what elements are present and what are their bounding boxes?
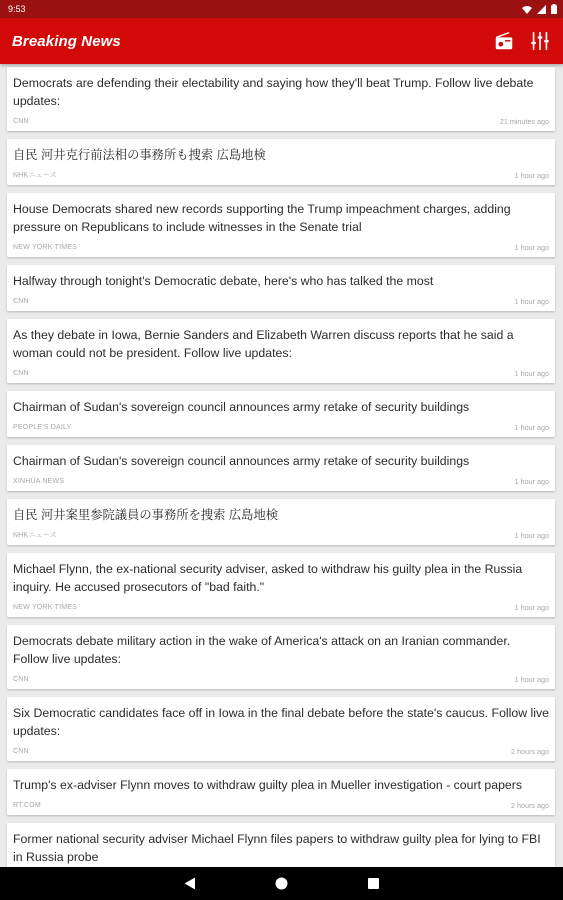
news-card[interactable] <box>7 319 555 383</box>
news-timestamp: 21 minutes ago <box>499 116 549 126</box>
news-card[interactable] <box>7 553 555 617</box>
news-feed[interactable] <box>0 64 563 867</box>
news-source: CNN <box>13 297 29 305</box>
news-headline: Six Democratic candidates face off in Iowa in the final debate before the state's caucus. Follow live updates: <box>13 706 549 738</box>
news-source: NHKニュース <box>13 532 57 539</box>
app-title: Breaking News <box>12 32 121 50</box>
news-headline: Trump's ex-adviser Flynn moves to withdraw guilty plea in Mueller investigation - court papers <box>13 778 523 792</box>
news-meta <box>13 242 549 252</box>
news-meta <box>13 674 549 684</box>
news-source: NEW YORK TIMES <box>13 243 77 251</box>
news-headline: Chairman of Sudan's sovereign council announces army retake of security buildings <box>13 400 470 414</box>
news-card[interactable] <box>7 139 555 185</box>
app-bar-actions <box>493 30 551 52</box>
news-timestamp: 2 hours ago <box>511 800 549 810</box>
news-meta <box>13 602 549 612</box>
news-timestamp: 1 hour ago <box>514 674 549 684</box>
nav-home-button[interactable] <box>273 875 291 893</box>
news-timestamp: 1 hour ago <box>514 530 549 540</box>
news-card[interactable] <box>7 625 555 689</box>
app-bar <box>0 18 563 64</box>
radio-icon[interactable] <box>493 30 515 52</box>
news-source: CNN <box>13 675 29 683</box>
news-card[interactable] <box>7 697 555 761</box>
news-source: RT.COM <box>13 801 41 809</box>
news-timestamp: 1 hour ago <box>514 422 549 432</box>
news-timestamp: 1 hour ago <box>514 602 549 612</box>
news-source: CNN <box>13 747 29 755</box>
news-card[interactable] <box>7 391 555 437</box>
news-meta <box>13 170 549 180</box>
news-headline: House Democrats shared new records supporting the Trump impeachment charges, adding pressure on Republicans to include witnesses in the Senate trial <box>13 202 511 234</box>
news-meta <box>13 368 549 378</box>
news-card[interactable] <box>7 193 555 257</box>
news-meta <box>13 800 549 810</box>
news-source: NHKニュース <box>13 172 57 179</box>
news-card[interactable] <box>7 499 555 545</box>
news-source: PEOPLE'S DAILY <box>13 423 72 431</box>
news-source: CNN <box>13 117 29 125</box>
status-time: 9:53 <box>8 4 26 14</box>
equalizer-icon[interactable] <box>529 30 551 52</box>
status-icons <box>522 4 557 14</box>
back-icon <box>184 877 196 890</box>
recents-icon <box>368 878 379 889</box>
navigation-bar <box>0 867 563 900</box>
status-bar <box>0 0 563 18</box>
news-headline: 自民 河井案里参院議員の事務所を捜索 広島地検 <box>13 508 279 522</box>
news-source: NEW YORK TIMES <box>13 603 77 611</box>
signal-icon <box>537 5 546 14</box>
news-card[interactable] <box>7 445 555 491</box>
home-icon <box>275 877 288 890</box>
news-card[interactable] <box>7 823 555 867</box>
news-headline: 自民 河井克行前法相の事務所も捜索 広島地検 <box>13 148 266 162</box>
news-card[interactable] <box>7 265 555 311</box>
nav-recents-button[interactable] <box>365 875 383 893</box>
news-timestamp: 1 hour ago <box>514 170 549 180</box>
news-headline: Democrats debate military action in the wake of America's attack on an Iranian commander. Follow live updates: <box>13 634 511 666</box>
news-card[interactable] <box>7 67 555 131</box>
news-source: CNN <box>13 369 29 377</box>
news-timestamp: 1 hour ago <box>514 242 549 252</box>
news-meta <box>13 476 549 486</box>
news-headline: Halfway through tonight's Democratic debate, here's who has talked the most <box>13 274 434 288</box>
news-headline: Former national security adviser Michael Flynn files papers to withdraw guilty plea for lying to FBI in Russia probe <box>13 832 541 864</box>
news-timestamp: 1 hour ago <box>514 296 549 306</box>
news-meta <box>13 116 549 126</box>
news-meta <box>13 296 549 306</box>
news-source: XINHUA NEWS <box>13 477 65 485</box>
news-headline: Chairman of Sudan's sovereign council announces army retake of security buildings <box>13 454 470 468</box>
nav-back-button[interactable] <box>181 875 199 893</box>
news-meta <box>13 530 549 540</box>
news-headline: Michael Flynn, the ex-national security adviser, asked to withdraw his guilty plea in the Russia inquiry. He accused prosecutors of "bad faith." <box>13 562 523 594</box>
wifi-icon <box>522 5 532 14</box>
news-headline: Democrats are defending their electability and saying how they'll beat Trump. Follow live debate updates: <box>13 76 534 108</box>
news-timestamp: 1 hour ago <box>514 368 549 378</box>
news-headline: As they debate in Iowa, Bernie Sanders and Elizabeth Warren discuss reports that he said a woman could not be president. Follow live updates: <box>13 328 514 360</box>
news-timestamp: 1 hour ago <box>514 476 549 486</box>
news-meta <box>13 422 549 432</box>
news-meta <box>13 746 549 756</box>
battery-icon <box>551 4 557 14</box>
news-timestamp: 2 hours ago <box>511 746 549 756</box>
news-card[interactable] <box>7 769 555 815</box>
